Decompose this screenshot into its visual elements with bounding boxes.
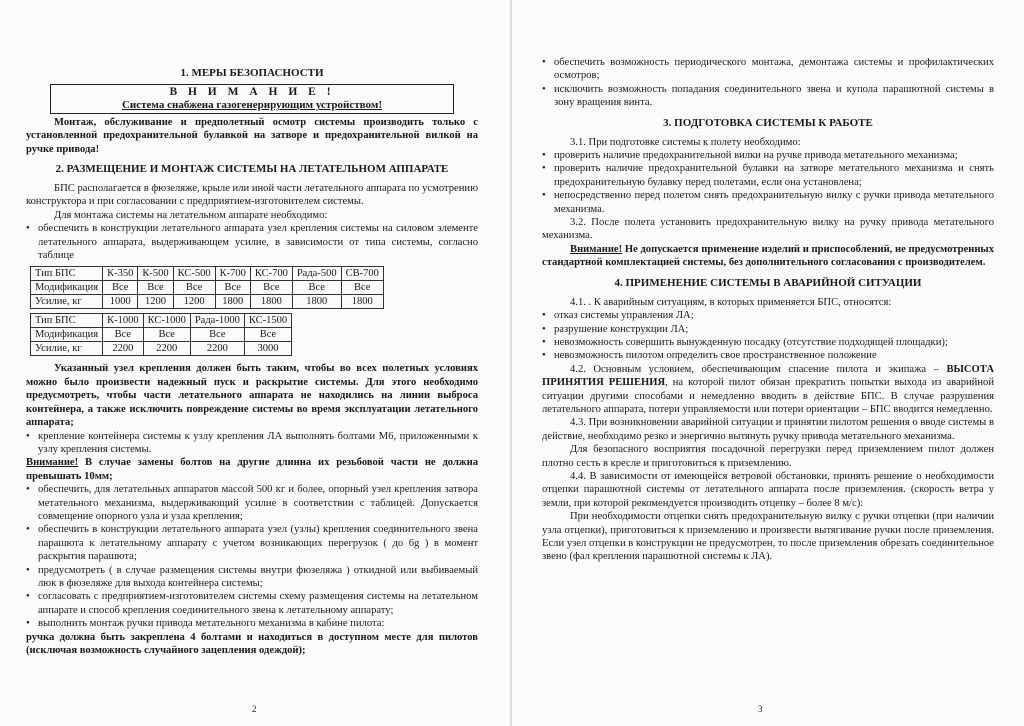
paragraph: Указанный узел крепления должен быть таким, чтобы во всех полетных условиях можно было произвести надежный пуск и раскрытие системы. Для этого необходимо предусмотреть, чтобы части летательного аппарата не находились на линии выброса контейнера, а также исключить повреждение системы во время эксплуатации летательного аппарата; (26, 363, 478, 429)
table-row (31, 267, 384, 281)
table-cell: КС-700 (250, 267, 292, 281)
paragraph: 3.2. После полета установить предохранительную вилку на ручку привода метательного механизма. (542, 217, 994, 242)
force-table-1 (30, 266, 384, 309)
paragraph: 4.4. В зависимости от имеющейся ветровой обстановки, принять решение о необходимости отцепки парашютной системы от летательного аппарата после приземления. (скорость ветра у земли, при которой рекомендуется производить отцепку – более 8 м/с): (542, 470, 994, 509)
table-cell: Все (250, 281, 292, 295)
paragraph: 4.1. . К аварийным ситуациям, в которых применяется БПС, относятся: (570, 296, 892, 308)
table-cell: 1200 (173, 295, 215, 309)
bullet-item: • невозможность совершить вынужденную посадку (отсутствие подходящей площадки); (542, 336, 994, 349)
table-row (31, 314, 292, 328)
warning-box (50, 84, 454, 114)
warning-title: В Н И М А Н И Е ! (169, 86, 335, 98)
bullet-item: • обеспечить, для летательных аппаратов массой 500 кг и более, опорный узел крепления затвора метательного механизма, выдерживающий усилие в соответствии с таблицей. Допускается совмещение опорного узла и узла крепления; (26, 483, 478, 523)
paragraph: 3.1. При подготовке системы к полету необходимо: (570, 136, 801, 148)
paragraph (542, 363, 994, 417)
warning-paragraph (542, 243, 994, 270)
bullet-item: • обеспечить в конструкции летательного аппарата узел крепления системы на силовом элементе летательного аппарата, выдерживающем усилие, в зависимости от типа системы, согласно таблице (26, 222, 478, 262)
table-cell: 1800 (215, 295, 250, 309)
table-cell: Все (143, 328, 190, 342)
table-cell: К-500 (138, 267, 173, 281)
warning-detail: Не допускается применение изделий и приспособлений, не предусмотренных стандартной комплектацией системы, без дополнительного согласования с производителем. (542, 243, 994, 269)
table-cell: Тип БПС (31, 267, 103, 281)
table-cell: Тип БПС (31, 314, 103, 328)
table-cell: КС-500 (173, 267, 215, 281)
bullet-item: • разрушение конструкции ЛА; (542, 323, 994, 336)
paragraph: БПС располагается в фюзеляже, крыле или иной части летательного аппарата по усмотрению конструктора и при согласовании с предприятием-изготовителем системы. (26, 183, 478, 208)
table-row (31, 328, 292, 342)
table-cell: Рада-1000 (190, 314, 244, 328)
bullet-item: • исключить возможность попадания соединительного звена и купола парашютной системы в зону вращения винта. (542, 83, 994, 110)
table-cell: Рада-500 (292, 267, 341, 281)
page-number: 2 (252, 704, 257, 714)
table-cell: 3000 (244, 342, 291, 356)
paragraph: При необходимости отцепки снять предохранительную вилку с ручки отцепки (при наличии узла отцепки), приготовиться к приземлению и произвести вытягивание ручки после приземления. Если узел отцепки в конструкции не предусмотрен, то после приземления обрезать соединительное звено (фал крепления парашютной системы к ЛА). (542, 511, 994, 563)
table-cell: Модификация (31, 281, 103, 295)
bullet-item: • обеспечить в конструкции летательного аппарата узел (узлы) крепления соединительного звена парашюта к летательному аппарату с учетом возникающих перегрузок ( до 6g ) в момент раскрытия парашюта; (26, 523, 478, 563)
section-2-title: 2. РАЗМЕЩЕНИЕ И МОНТАЖ СИСТЕМЫ НА ЛЕТАТЕЛЬНОМ АППАРАТЕ (55, 163, 449, 176)
table-cell: Все (215, 281, 250, 295)
table-cell: 1800 (292, 295, 341, 309)
right-column (542, 56, 994, 564)
table-cell: Все (341, 281, 383, 295)
table-cell: Все (103, 281, 138, 295)
table-cell: 1800 (250, 295, 292, 309)
bullet-item: • отказ системы управления ЛА; (542, 309, 994, 322)
safety-paragraph: Монтаж, обслуживание и предполетный осмотр системы производить только с установленной предохранительной булавкой на затворе и предохранительной вилкой на ручке привода! (26, 116, 478, 155)
left-column (26, 66, 478, 657)
table-cell: Все (103, 328, 144, 342)
page-right (512, 0, 1024, 726)
table-cell: Усилие, кг (31, 295, 103, 309)
text-span: , на которой пилот обязан прекратить попытки выхода из аварийной ситуации другими способами и немедленно вводить в действие БПС. В случае разрушения летательного аппарата, потери управляемости или потери ориентации – БПС вводится немедленно. (542, 377, 994, 415)
warning-label: Внимание! (570, 243, 623, 255)
bullet-item: • проверить наличие предохранительной булавки на затворе метательного механизма и снять предохранительную булавку перед полетами, если она установлена; (542, 162, 994, 189)
paragraph: Для безопасного восприятия посадочной перегрузки перед приземлением пилот должен плотно сесть в кресле и приготовиться к приземлению. (542, 444, 994, 469)
table-row (31, 281, 384, 295)
warning-paragraph (26, 456, 478, 483)
table-cell: 2200 (143, 342, 190, 356)
table-cell: К-350 (103, 267, 138, 281)
section-1-title: 1. МЕРЫ БЕЗОПАСНОСТИ (180, 67, 324, 79)
table-cell: К-1000 (103, 314, 144, 328)
table-cell: КС-1500 (244, 314, 291, 328)
table-cell: Все (138, 281, 173, 295)
section-3-title: 3. ПОДГОТОВКА СИСТЕМЫ К РАБОТЕ (663, 116, 873, 129)
bullet-item: • проверить наличие предохранительной вилки на ручке привода метательного механизма; (542, 149, 994, 162)
table-row (31, 342, 292, 356)
table-cell: Все (244, 328, 291, 342)
bullet-item: • невозможность пилотом определить свое пространственное положение (542, 349, 994, 362)
bullet-item: • согласовать с предприятием-изготовителем системы схему размещения системы на летательном аппарате и способ крепления соединительного звена к летательному аппарату; (26, 590, 478, 617)
table-cell: Модификация (31, 328, 103, 342)
table-cell: Усилие, кг (31, 342, 103, 356)
bullet-item: • обеспечить возможность периодического монтажа, демонтажа системы и профилактических осмотров; (542, 56, 994, 83)
table-cell: 2200 (190, 342, 244, 356)
table-cell: Все (173, 281, 215, 295)
bullet-item: • крепление контейнера системы к узлу крепления ЛА выполнять болтами М6, приложенными к узлу крепления системы. (26, 430, 478, 457)
paragraph: Для монтажа системы на летательном аппарате необходимо: (54, 209, 328, 221)
table-cell: Все (292, 281, 341, 295)
table-cell: КС-1000 (143, 314, 190, 328)
table-cell: 1800 (341, 295, 383, 309)
text-span: 4.2. Основным условием, обеспечивающим спасение пилота и экипажа – (570, 363, 947, 375)
table-cell: СВ-700 (341, 267, 383, 281)
table-cell: 1000 (103, 295, 138, 309)
decision-altitude: ВЫСОТА ПРИНЯТИЯ РЕШЕНИЯ (542, 363, 994, 389)
bullet-item: • непосредственно перед полетом снять предохранительную вилку с ручки привода метательного механизма. (542, 189, 994, 216)
warning-label: Внимание! (26, 457, 79, 469)
table-cell: 1200 (138, 295, 173, 309)
table-cell: К-700 (215, 267, 250, 281)
bullet-item: • выполнить монтаж ручки привода метательного механизма в кабине пилота: (26, 617, 478, 630)
bullet-item: • предусмотреть ( в случае размещения системы внутри фюзеляжа ) откидной или выбиваемый люк в фюзеляже для выхода контейнера системы; (26, 564, 478, 591)
table-cell: Все (190, 328, 244, 342)
paragraph: 4.3. При возникновении аварийной ситуации и принятии пилотом решения о вводе системы в действие, необходимо резко и энергично вытянуть ручку привода метательного механизма. (542, 417, 994, 442)
table-row (31, 295, 384, 309)
page-number: 3 (758, 704, 763, 714)
page-left (0, 0, 510, 726)
warning-text: Система снабжена газогенерирующим устройством! (121, 99, 382, 112)
paragraph: ручка должна быть закреплена 4 болтами и находиться в доступном месте для пилотов (исключая возможность случайного зацепления одеждой); (26, 631, 478, 656)
section-4-title: 4. ПРИМЕНЕНИЕ СИСТЕМЫ В АВАРИЙНОЙ СИТУАЦИИ (614, 276, 922, 289)
force-table-2 (30, 313, 292, 356)
warning-detail: В случае замены болтов на другие длинна их резьбовой части не должна превышать 10мм; (26, 457, 478, 482)
table-cell: 2200 (103, 342, 144, 356)
